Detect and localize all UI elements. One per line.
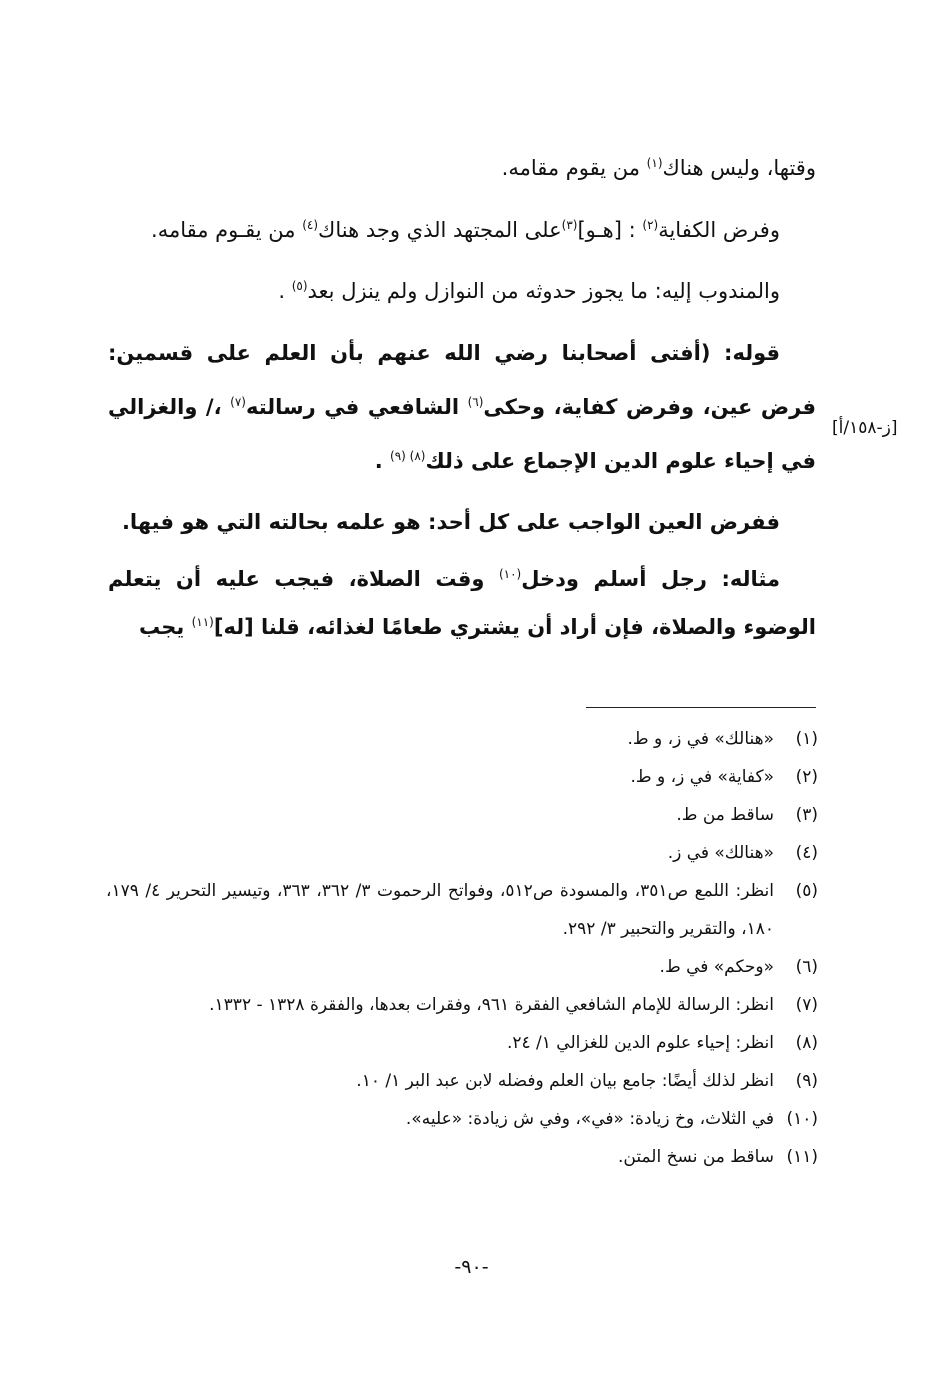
text-run: وقتها، وليس هناك [662,156,816,180]
footnote-number: (٦) [795,957,818,977]
footnote-ref: (٧) [230,395,246,409]
footnote-ref: (٣) [561,218,578,232]
footnote-text: «وحكم» في ط. [659,957,774,977]
page-number: -٩٠- [454,1256,489,1278]
footnote [106,948,818,986]
footnote [106,1100,818,1138]
footnote-number: (١) [795,729,818,749]
footnote-number: (٤) [795,843,818,863]
text-run: وقت الصلاة، فيجب عليه أن يتعلم الوضوء والصلاة، فإن أراد أن يشتري طعامًا لغذائه، قلنا [له] [108,567,816,639]
text-run: يجب [139,615,192,639]
footnote [106,720,818,758]
footnote [106,796,818,834]
footnote-ref: (١١) [191,615,214,629]
footnote-number: (٧) [795,995,818,1015]
footnote-text: ساقط من نسخ المتن. [617,1147,774,1167]
footnote [106,986,818,1024]
footnote-text: «كفاية» في ز، و ط. [630,767,774,787]
text-run: ففرض العين الواجب على كل أحد: هو علمه بحالته التي هو فيها. [121,510,780,534]
footnote-number: (٣) [795,805,818,825]
text-run: قوله: (أفتى أصحابنا رضي الله عنهم بأن العلم على قسمين: فرض عين، وفرض كفاية، وحكى [108,341,816,419]
footnote [106,834,818,872]
footnote [106,872,818,948]
text-run: من يقوم مقامه. [501,156,647,180]
footnote-text: انظر لذلك أيضًا: جامع بيان العلم وفضله لابن عبد البر ١/ ١٠. [356,1071,774,1091]
text-run: وفرض الكفاية [658,218,780,242]
footnote-text: انظر: الرسالة للإمام الشافعي الفقرة ٩٦١، وفقرات بعدها، والفقرة ١٣٢٨ - ١٣٣٢. [209,995,774,1015]
footnote-ref: (٤) [302,218,319,232]
footnote-text: انظر: إحياء علوم الدين للغزالي ١/ ٢٤. [506,1033,774,1053]
footnote-text: ساقط من ط. [676,805,774,825]
footnote-ref: (١) [646,156,663,170]
footnote [106,758,818,796]
footnote-ref: (٢) [642,218,659,232]
footnote-number: (١٠) [786,1109,818,1129]
text-run: . [278,279,292,303]
text-run: على المجتهد الذي وجد هناك [318,218,562,242]
footnote-separator [586,707,816,708]
manuscript-folio-note: [ز-١٥٨/أ] [832,418,898,438]
text-run: : [هـو] [577,218,643,242]
footnote-number: (٢) [795,767,818,787]
footnote [106,1062,818,1100]
footnote-ref: (١٠) [498,567,522,581]
main-text [108,146,816,651]
footnote-number: (١١) [786,1147,818,1167]
footnote-number: (٨) [795,1033,818,1053]
footnote [106,1138,818,1176]
paragraph-4 [108,326,816,488]
footnote [106,1024,818,1062]
text-run: . [374,449,390,473]
paragraph-2 [108,208,816,253]
footnote-text: في الثلاث، وخ زيادة: «في»، وفي ش زيادة: «عليه». [405,1109,774,1129]
text-run: والمندوب إليه: ما يجوز حدوثه من النوازل ولم ينزل بعد [307,279,780,303]
footnotes [106,720,818,1176]
text-run: ،/ والغزالي في إحياء علوم الدين الإجماع على ذلك [108,395,816,473]
footnote-text: انظر: اللمع ص٣٥١، والمسودة ص٥١٢، وفواتح الرحموت ٣/ ٣٦٢، ٣٦٣، وتيسير التحرير ٤/ ١٧٩، ١٨٠، والتقرير والتحبير ٣/ ٢٩٢. [106,881,774,939]
paragraph-3 [108,269,816,314]
paragraph-1 [108,146,816,191]
text-run: من يقـوم مقامه. [151,218,303,242]
footnote-number: (٥) [795,881,818,901]
paragraph-6 [108,555,816,651]
text-run: مثاله: رجل أسلم ودخل [521,567,780,591]
footnote-text: «هنالك» في ز. [667,843,774,863]
footnote-ref: (٦) [467,395,484,409]
footnote-ref: (٨) (٩) [390,449,426,463]
footnote-ref: (٥) [291,279,308,293]
text-run: الشافعي في رسالته [245,395,468,419]
footnote-text: «هنالك» في ز، و ط. [627,729,774,749]
footnote-number: (٩) [795,1071,818,1091]
paragraph-5 [108,500,816,545]
